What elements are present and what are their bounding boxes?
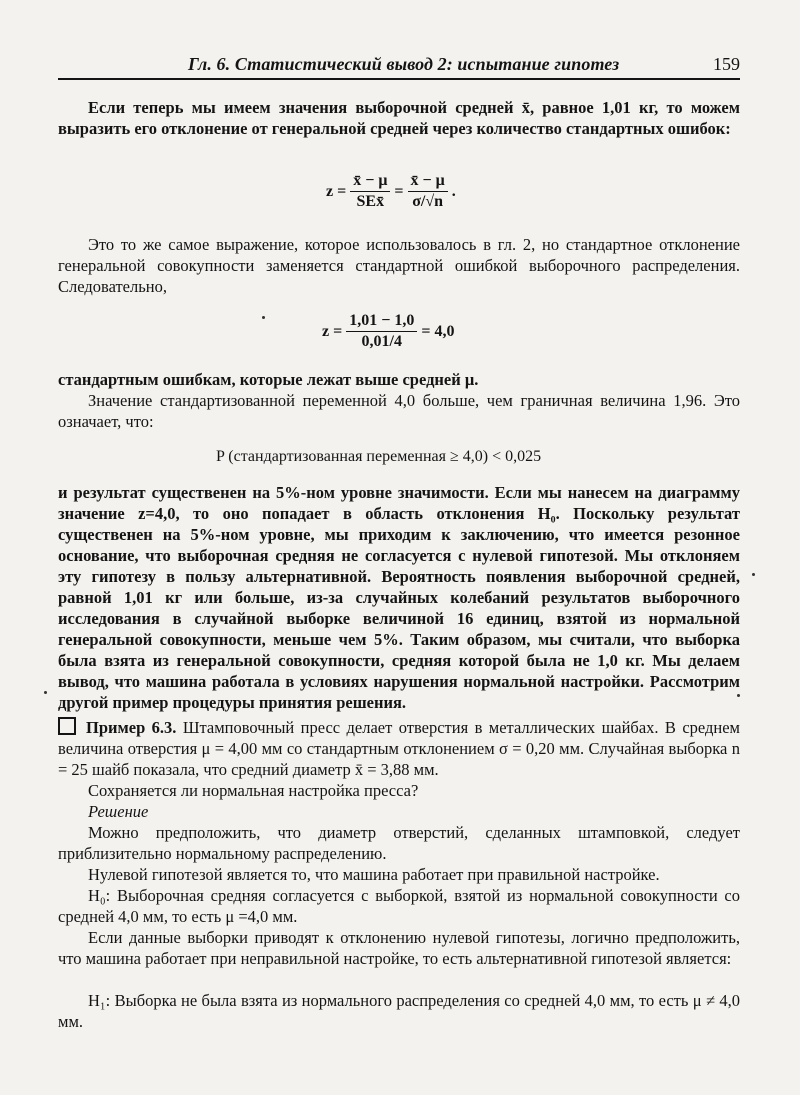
solution-step-2: Нулевой гипотезой является то, что машина работает при правильной настройке. (88, 865, 660, 884)
example-marker-icon (58, 717, 76, 735)
paragraph-intro: Если теперь мы имеем значения выборочной средней x̄, равное 1,01 кг, то можем выразить его отклонение от генеральной средней через количество стандартных ошибок: (58, 98, 740, 138)
fraction-2-numerator: x̄ − μ (408, 172, 448, 192)
null-hypothesis: H₀: Выборочная средняя согласуется с выборкой, взятой из нормальной совокупности со средней 4,0 мм, то есть μ =4,0 мм. (58, 886, 740, 926)
fraction-3 (346, 312, 417, 351)
example-statement (58, 717, 740, 780)
formula2-rhs: = 4,0 (421, 322, 455, 340)
page-header (58, 52, 740, 80)
example-question: Сохраняется ли нормальная настройка пресса? (88, 781, 419, 800)
paragraph-explanation: Это то же самое выражение, которое использовалось в гл. 2, но стандартное отклонение генеральной совокупности заменяется стандартной ошибкой выборочного распределения. Следовательно, (58, 235, 740, 296)
formula-period: . (451, 182, 456, 200)
print-speck (44, 691, 47, 694)
formula-lhs: z = (326, 182, 347, 200)
print-speck (737, 694, 740, 697)
formula-equals: = (394, 182, 404, 200)
formula-probability (216, 448, 541, 466)
paragraph-conclusion: и результат существенен на 5%-ном уровне значимости. Если мы нанесем на диаграмму значение z=4,0, то оно попадает в область отклонения H₀. Поскольку результат существенен на 5%-ном уровне, мы приходим к заключению, что имеется резонное основание, что выборочная средняя не согласуется с нулевой гипотезой. Мы отклоняем эту гипотезу в пользу альтернативной. Вероятность появления выборочной средней, равной 1,01 кг или больше, из-за случайных колебаний результатов выборочного исследования в случайной выборке величиной 16 единиц, взятой из нормальной генеральной совокупности, меньше чем 5%. Таким образом, мы считали, что выборка была взята из генеральной совокупности, средняя которой была не 1,0 кг. Мы делаем вывод, что машина работала в условиях нарушения нормальной настройки. Рассмотрим другой пример процедуры принятия решения. (58, 483, 740, 712)
fraction-2 (408, 172, 448, 211)
solution-label: Решение (88, 802, 149, 821)
running-head: Гл. 6. Статистический вывод 2: испытание гипотез (188, 54, 620, 74)
formula-z-definition (326, 172, 456, 211)
print-speck (262, 316, 265, 319)
page-number: 159 (713, 54, 740, 74)
fraction-1-numerator: x̄ − μ (350, 172, 390, 192)
fraction-3-numerator: 1,01 − 1,0 (346, 312, 417, 332)
probability-statement: P (стандартизованная переменная ≥ 4,0) < 0,025 (216, 448, 542, 465)
example-title: Пример 6.3. (86, 718, 177, 737)
fraction-1-denominator: SEx̄ (356, 193, 385, 210)
fraction-2-denominator: σ/√n (412, 193, 444, 210)
formula-z-value (322, 312, 454, 351)
formula2-lhs: z = (322, 322, 343, 340)
solution-step-4: Если данные выборки приводят к отклонению нулевой гипотезы, логично предположить, что машина работает при неправильной настройке, то есть альтернативной гипотезой является: (58, 928, 740, 968)
alternative-hypothesis: H₁: Выборка не была взята из нормального распределения со средней 4,0 мм, то есть μ ≠ 4,0 мм. (58, 991, 740, 1031)
example-body: Штамповочный пресс делает отверстия в металлических шайбах. В среднем величина отверстия μ = 4,00 мм со стандартным отклонением σ = 0,20 мм. Случайная выборка n = 25 шайб показала, что средний диаметр x̄ = 3,88 мм. (58, 718, 740, 779)
fraction-3-denominator: 0,01/4 (361, 333, 402, 350)
fraction-1 (350, 172, 390, 211)
paragraph-comparison: Значение стандартизованной переменной 4,0 больше, чем граничная величина 1,96. Это означает, что: (58, 391, 740, 431)
paragraph-continuation: стандартным ошибкам, которые лежат выше средней μ. (58, 370, 479, 389)
print-speck (752, 573, 755, 576)
solution-step-1: Можно предположить, что диаметр отверстий, сделанных штамповкой, следует приблизительно нормальному распределению. (58, 823, 740, 863)
